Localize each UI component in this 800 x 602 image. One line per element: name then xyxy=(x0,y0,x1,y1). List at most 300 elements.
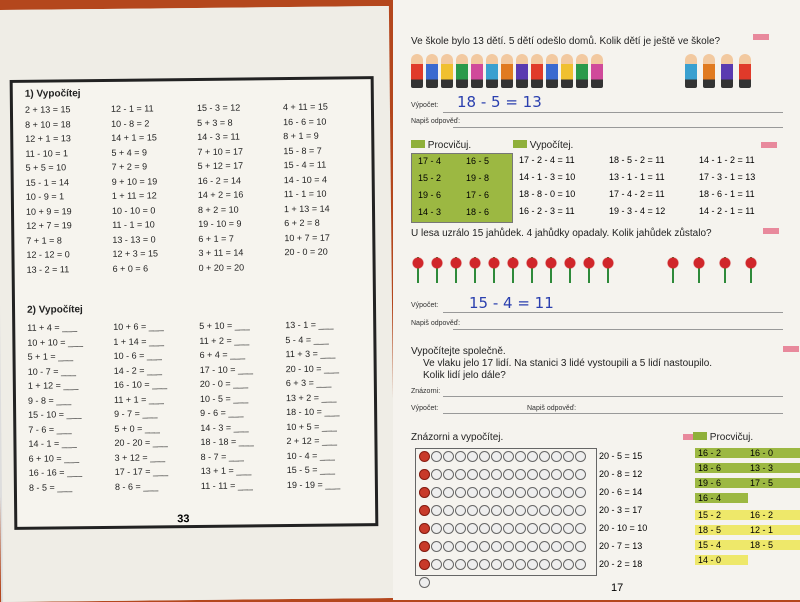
equation-cell: 15 - 8 = 7 xyxy=(283,145,322,156)
strawberry-plant xyxy=(582,249,596,289)
bead xyxy=(455,541,466,552)
bead xyxy=(431,505,442,516)
equation-cell: 12 + 1 = 13 xyxy=(25,133,71,144)
bead xyxy=(455,505,466,516)
strawberry-illustration xyxy=(411,245,791,293)
child-figure xyxy=(456,54,468,88)
bead xyxy=(443,451,454,462)
equation-cell: 20 - 20 = ___ xyxy=(114,437,168,448)
bead xyxy=(503,451,514,462)
s4-title: Vypočítejte společně. xyxy=(411,346,506,357)
bead xyxy=(491,541,502,552)
bead xyxy=(539,469,550,480)
equation-cell: 19 - 10 = 9 xyxy=(198,218,242,229)
bead xyxy=(563,487,574,498)
bead xyxy=(575,469,586,480)
s2-badge-a xyxy=(411,140,425,148)
bead xyxy=(503,487,514,498)
equation-cell: 8 + 1 = 9 xyxy=(283,130,319,142)
child-figure xyxy=(721,54,733,88)
bead xyxy=(551,451,562,462)
bead xyxy=(491,559,502,570)
equation-cell: 11 + 2 = ___ xyxy=(199,334,250,346)
equation-cell: 14 - 2 = ___ xyxy=(113,364,163,376)
s1-calc-label: Výpočet: xyxy=(411,102,439,109)
equation-cell: 9 - 8 = ___ xyxy=(27,394,72,406)
green-grid-cell: 15 - 2 xyxy=(418,173,442,183)
bead xyxy=(563,451,574,462)
side-yellow-cell: 15 - 2 xyxy=(695,510,748,520)
side-green-cell: 16 - 0 xyxy=(747,448,800,458)
left-page-number: 33 xyxy=(177,513,190,526)
section2-title: 2) Vypočítej xyxy=(26,304,83,316)
equation-cell: 15 - 10 = ___ xyxy=(28,409,82,420)
equation-cell: 11 + 1 = ___ xyxy=(113,393,164,405)
s4-znazorni-label: Znázorni: xyxy=(411,388,441,395)
s4-calc-label: Výpočet: xyxy=(411,405,439,412)
bead xyxy=(551,469,562,480)
child-figure xyxy=(516,54,528,88)
equation-cell: 13 + 2 = ___ xyxy=(285,392,337,403)
children-illustration xyxy=(411,50,781,92)
child-figure xyxy=(546,54,558,88)
bead xyxy=(419,559,430,570)
bead xyxy=(431,451,442,462)
bead xyxy=(443,469,454,480)
s2-title-a-text: Procvičuj. xyxy=(427,140,472,151)
bead-row xyxy=(416,503,596,521)
equation-cell: 6 + 2 = 8 xyxy=(284,217,320,229)
bead xyxy=(503,469,514,480)
bead xyxy=(503,505,514,516)
calc-cell: 17 - 2 - 4 = 11 xyxy=(519,155,575,165)
bead-rows xyxy=(415,448,597,576)
strawberry-plant xyxy=(487,249,501,289)
s1-line xyxy=(443,112,783,113)
equation-cell: 11 - 10 = 1 xyxy=(25,147,69,159)
bead-row xyxy=(416,557,596,575)
bead xyxy=(467,559,478,570)
bead xyxy=(575,541,586,552)
bead xyxy=(575,505,586,516)
equation-cell: 0 + 20 = 20 xyxy=(198,261,245,273)
strawberry-plant xyxy=(666,249,680,289)
calc-cell: 17 - 4 - 2 = 11 xyxy=(609,189,665,199)
right-workbook-page xyxy=(393,0,800,600)
side-yellow-cell: 16 - 2 xyxy=(747,510,800,520)
s2-calc-grid xyxy=(519,153,789,221)
bead xyxy=(479,505,490,516)
equation-cell: 10 - 7 = ___ xyxy=(27,365,77,377)
bead xyxy=(575,451,586,462)
child-figure xyxy=(685,54,697,88)
s5-equations xyxy=(597,448,689,574)
equation-cell: 16 - 6 = 10 xyxy=(283,116,327,127)
bead xyxy=(575,487,586,498)
bead xyxy=(575,523,586,534)
equation-cell: 8 - 5 = ___ xyxy=(28,481,73,493)
s1-calc-value: 18 - 5 = 13 xyxy=(457,93,542,111)
bead xyxy=(443,505,454,516)
equation-cell: 1 + 11 = 12 xyxy=(111,190,157,201)
green-grid-cell: 18 - 6 xyxy=(466,207,490,217)
green-grid-cell: 14 - 3 xyxy=(418,207,442,217)
equation-cell: 10 - 5 = ___ xyxy=(199,392,249,404)
bead xyxy=(419,469,430,480)
equation-cell: 6 + 4 = ___ xyxy=(199,349,246,360)
bead xyxy=(455,469,466,480)
equation-cell: 6 + 3 = ___ xyxy=(285,377,332,389)
s4-answer-label: Napiš odpověď: xyxy=(527,405,577,412)
equation-cell: 2 + 13 = 15 xyxy=(24,104,71,115)
bead xyxy=(491,505,502,516)
calc-cell: 13 - 1 - 1 = 11 xyxy=(609,172,665,182)
equation-cell: 10 + 5 = ___ xyxy=(286,421,337,432)
strawberry-plant xyxy=(692,249,706,289)
section2-number: 2 xyxy=(26,304,33,316)
bead xyxy=(515,541,526,552)
equation-cell: 1 + 12 = ___ xyxy=(27,380,79,391)
bead xyxy=(431,487,442,498)
equation-cell: 6 + 0 = 6 xyxy=(112,262,149,274)
side-green-cell: 16 - 2 xyxy=(695,448,748,458)
bead xyxy=(491,469,502,480)
s2-title-a xyxy=(411,140,471,151)
bead xyxy=(455,451,466,462)
s5-side-grid xyxy=(695,448,800,574)
calc-cell: 17 - 3 - 1 = 13 xyxy=(699,172,756,182)
equation-cell: 15 - 4 = 11 xyxy=(283,159,327,171)
s3-calc-value: 15 - 4 = 11 xyxy=(469,294,554,312)
equation-cell: 20 - 10 = ___ xyxy=(285,363,340,374)
s5-title: Znázorni a vypočítej. xyxy=(411,432,504,443)
bead xyxy=(479,541,490,552)
calc-cell: 18 - 5 - 2 = 11 xyxy=(609,155,665,165)
bead xyxy=(431,559,442,570)
equation-cell: 18 - 18 = ___ xyxy=(200,436,254,447)
child-figure xyxy=(486,54,498,88)
bead xyxy=(479,451,490,462)
child-figure xyxy=(501,54,513,88)
s5-equation: 20 - 7 = 13 xyxy=(599,541,643,551)
bead xyxy=(515,487,526,498)
equation-cell: 16 - 16 = ___ xyxy=(28,467,83,478)
equation-cell: 10 - 10 = 0 xyxy=(111,204,156,216)
side-yellow-cell: 14 - 0 xyxy=(695,555,748,565)
equation-cell: 7 - 6 = ___ xyxy=(28,423,72,435)
bead xyxy=(539,505,550,516)
section1-grid xyxy=(25,101,367,285)
s5-side-title xyxy=(693,432,753,443)
s1-tag xyxy=(753,34,769,40)
equation-cell: 10 - 6 = ___ xyxy=(113,350,162,361)
bead xyxy=(491,487,502,498)
bead xyxy=(527,469,538,480)
s3-line xyxy=(443,312,783,313)
strawberry-plant xyxy=(718,249,732,289)
equation-cell: 5 + 3 = 8 xyxy=(197,117,233,128)
equation-cell: 12 + 3 = 15 xyxy=(112,248,159,259)
bead xyxy=(467,523,478,534)
bead xyxy=(479,469,490,480)
side-green-cell: 17 - 5 xyxy=(747,478,800,488)
equation-cell: 13 + 1 = ___ xyxy=(200,465,252,476)
bead-row xyxy=(416,539,596,557)
s5-equation: 20 - 6 = 14 xyxy=(599,487,643,497)
bead xyxy=(467,487,478,498)
s3-answer-line xyxy=(453,329,783,330)
s5-side-badge xyxy=(693,432,707,440)
equation-cell: 3 + 11 = 14 xyxy=(198,247,244,258)
equation-cell: 15 - 1 = 14 xyxy=(25,176,70,188)
s1-answer-label: Napiš odpověď: xyxy=(411,118,461,125)
bead xyxy=(419,451,430,462)
bead xyxy=(491,451,502,462)
left-workbook-page xyxy=(0,6,395,602)
side-green-cell: 16 - 4 xyxy=(695,493,748,503)
equation-cell: 13 - 13 = 0 xyxy=(112,233,156,245)
bead xyxy=(479,559,490,570)
bead xyxy=(527,559,538,570)
strawberry-plant xyxy=(525,249,539,289)
equation-cell: 8 - 6 = ___ xyxy=(114,480,159,492)
bead xyxy=(419,487,430,498)
s2-tag xyxy=(761,142,777,148)
child-figure xyxy=(411,54,423,88)
equation-cell: 10 - 4 = ___ xyxy=(286,450,335,461)
bead xyxy=(443,487,454,498)
bead xyxy=(419,523,430,534)
bead xyxy=(419,541,430,552)
bead xyxy=(515,469,526,480)
strawberry-plant xyxy=(744,249,758,289)
bead xyxy=(539,523,550,534)
bead xyxy=(563,505,574,516)
bead xyxy=(467,469,478,480)
bead xyxy=(503,559,514,570)
bead xyxy=(479,487,490,498)
bead xyxy=(515,523,526,534)
bead-row xyxy=(416,449,596,467)
s3-tag xyxy=(763,228,779,234)
equation-cell: 17 - 17 = ___ xyxy=(114,466,169,477)
calc-cell: 18 - 6 - 1 = 11 xyxy=(699,189,755,199)
bead xyxy=(491,523,502,534)
bead xyxy=(563,541,574,552)
bead xyxy=(551,559,562,570)
equation-cell: 10 - 8 = 2 xyxy=(111,117,150,129)
strawberry-plant xyxy=(601,249,615,289)
equation-cell: 20 - 0 = 20 xyxy=(284,246,328,258)
calc-cell: 16 - 2 - 3 = 11 xyxy=(519,206,575,216)
bead xyxy=(563,559,574,570)
side-yellow-cell: 18 - 5 xyxy=(747,540,800,550)
bead xyxy=(527,487,538,498)
equation-cell: 12 + 7 = 19 xyxy=(26,220,72,231)
strawberry-plant xyxy=(430,249,444,289)
equation-cell: 20 - 0 = ___ xyxy=(199,378,249,389)
s4-text2: Kolik lidí jelo dále? xyxy=(423,370,506,381)
green-grid-cell: 17 - 6 xyxy=(466,190,490,200)
equation-cell: 6 + 1 = 7 xyxy=(198,233,234,244)
equation-cell: 9 + 10 = 19 xyxy=(111,175,158,187)
equation-cell: 10 + 7 = 17 xyxy=(284,232,330,243)
bead xyxy=(515,505,526,516)
equation-cell: 14 + 1 = 15 xyxy=(111,132,157,143)
equation-cell: 5 + 5 = 10 xyxy=(25,162,67,173)
s3-answer-label: Napiš odpověď: xyxy=(411,320,461,327)
bead xyxy=(551,505,562,516)
equation-cell: 5 + 4 = 9 xyxy=(111,147,147,158)
s5-side-title-text: Procvičuj. xyxy=(709,432,754,443)
bead xyxy=(539,487,550,498)
s4-text1: Ve vlaku jelo 17 lidí. Na stanici 3 lidé vystoupili a 5 lidí nastoupilo. xyxy=(423,358,713,369)
bead xyxy=(527,505,538,516)
bead xyxy=(527,523,538,534)
s5-equation: 20 - 10 = 10 xyxy=(599,523,648,533)
right-page-number: 17 xyxy=(611,582,624,594)
bead xyxy=(443,541,454,552)
equation-cell: 16 - 2 = 14 xyxy=(197,175,242,186)
child-figure xyxy=(531,54,543,88)
s4-tag xyxy=(783,346,799,352)
bead xyxy=(539,559,550,570)
green-grid-cell: 19 - 8 xyxy=(466,173,490,183)
side-yellow-cell: 18 - 5 xyxy=(695,525,748,535)
bead xyxy=(467,505,478,516)
equation-cell: 3 + 12 = ___ xyxy=(114,451,166,463)
equation-cell: 5 + 12 = 17 xyxy=(197,160,244,171)
strawberry-plant xyxy=(449,249,463,289)
section1-title: 1) Vypočítej xyxy=(24,88,81,100)
bead xyxy=(515,559,526,570)
strawberry-plant xyxy=(563,249,577,289)
bead xyxy=(503,541,514,552)
s5-equation: 20 - 8 = 12 xyxy=(599,469,643,479)
equation-cell: 8 + 2 = 10 xyxy=(197,204,239,215)
child-figure xyxy=(426,54,438,88)
bead xyxy=(479,523,490,534)
section2-title-text: Vypočítej xyxy=(38,304,83,316)
s1-answer-line xyxy=(453,127,783,128)
bead xyxy=(431,523,442,534)
green-grid-cell: 16 - 5 xyxy=(466,156,490,166)
s5-equation: 20 - 2 = 18 xyxy=(599,559,643,569)
bead xyxy=(467,541,478,552)
bead xyxy=(563,469,574,480)
bead xyxy=(527,451,538,462)
bead xyxy=(575,559,586,570)
child-figure xyxy=(561,54,573,88)
s4-calc-line xyxy=(443,413,783,414)
left-exercise-frame xyxy=(10,76,379,530)
bead xyxy=(431,541,442,552)
equation-cell: 5 + 0 = ___ xyxy=(114,422,160,434)
green-grid-cell: 19 - 6 xyxy=(418,190,442,200)
equation-cell: 12 - 12 = 0 xyxy=(26,249,70,260)
bead xyxy=(551,487,562,498)
bead xyxy=(431,469,442,480)
equation-cell: 18 - 10 = ___ xyxy=(286,406,340,418)
bead xyxy=(419,505,430,516)
equation-cell: 7 + 2 = 9 xyxy=(111,161,148,172)
side-yellow-cell: 15 - 4 xyxy=(695,540,748,550)
bead xyxy=(563,523,574,534)
equation-cell: 10 + 6 = ___ xyxy=(113,321,164,332)
child-figure xyxy=(703,54,715,88)
equation-cell: 11 + 4 = ___ xyxy=(27,322,78,333)
equation-cell: 12 - 1 = 11 xyxy=(110,103,154,114)
bead-row xyxy=(416,521,596,539)
equation-cell: 10 - 9 = 1 xyxy=(25,191,65,202)
bead-row xyxy=(416,467,596,485)
equation-cell: 7 + 10 = 17 xyxy=(197,146,243,157)
bead xyxy=(467,451,478,462)
equation-cell: 5 - 4 = ___ xyxy=(285,334,329,345)
child-figure xyxy=(471,54,483,88)
equation-cell: 6 + 10 = ___ xyxy=(28,452,80,464)
bead xyxy=(527,541,538,552)
bead xyxy=(551,541,562,552)
strawberry-plant xyxy=(544,249,558,289)
side-green-cell: 19 - 6 xyxy=(695,478,748,488)
calc-cell: 19 - 3 - 4 = 12 xyxy=(609,206,666,216)
equation-cell: 19 - 19 = ___ xyxy=(286,479,341,490)
equation-cell: 11 - 11 = ___ xyxy=(200,479,253,491)
equation-cell: 8 + 10 = 18 xyxy=(25,118,71,130)
equation-cell: 15 - 3 = 12 xyxy=(196,102,241,113)
s2-title-b xyxy=(513,140,573,151)
equation-cell: 14 + 2 = 16 xyxy=(197,189,244,200)
green-grid-cell: 17 - 4 xyxy=(418,156,442,166)
equation-cell: 4 + 11 = 15 xyxy=(282,101,328,113)
side-green-cell: 18 - 6 xyxy=(695,463,748,473)
s2-green-grid xyxy=(411,153,513,223)
bead xyxy=(515,451,526,462)
equation-cell: 14 - 3 = 11 xyxy=(197,131,240,142)
equation-cell: 16 - 10 = ___ xyxy=(113,379,168,390)
equation-cell: 2 + 12 = ___ xyxy=(286,435,338,447)
s4-znazorni-line xyxy=(443,396,783,397)
equation-cell: 14 - 3 = ___ xyxy=(200,421,249,433)
bead xyxy=(419,577,430,588)
bead xyxy=(455,523,466,534)
child-figure xyxy=(441,54,453,88)
equation-cell: 1 + 14 = ___ xyxy=(113,335,164,347)
equation-cell: 8 - 7 = ___ xyxy=(200,451,244,462)
side-yellow-cell: 12 - 1 xyxy=(747,525,800,535)
equation-cell: 5 + 10 = ___ xyxy=(199,320,250,331)
s3-calc-label: Výpočet: xyxy=(411,302,439,309)
equation-cell: 11 + 3 = ___ xyxy=(285,348,336,360)
section1-number: 1 xyxy=(24,88,31,100)
equation-cell: 9 - 6 = ___ xyxy=(200,407,244,418)
section2-grid xyxy=(27,319,369,503)
bead xyxy=(443,559,454,570)
equation-cell: 14 - 10 = 4 xyxy=(283,174,328,185)
strawberry-plant xyxy=(411,249,425,289)
s5-equation: 20 - 3 = 17 xyxy=(599,505,643,515)
bead xyxy=(539,451,550,462)
calc-cell: 14 - 2 - 1 = 11 xyxy=(699,206,755,216)
bead xyxy=(443,523,454,534)
equation-cell: 13 - 1 = ___ xyxy=(285,319,334,331)
s2-title-b-text: Vypočítej. xyxy=(529,140,574,151)
side-green-cell: 13 - 3 xyxy=(747,463,800,473)
equation-cell: 10 + 9 = 19 xyxy=(25,205,72,217)
bead xyxy=(455,487,466,498)
equation-cell: 10 + 10 = ___ xyxy=(27,336,84,348)
